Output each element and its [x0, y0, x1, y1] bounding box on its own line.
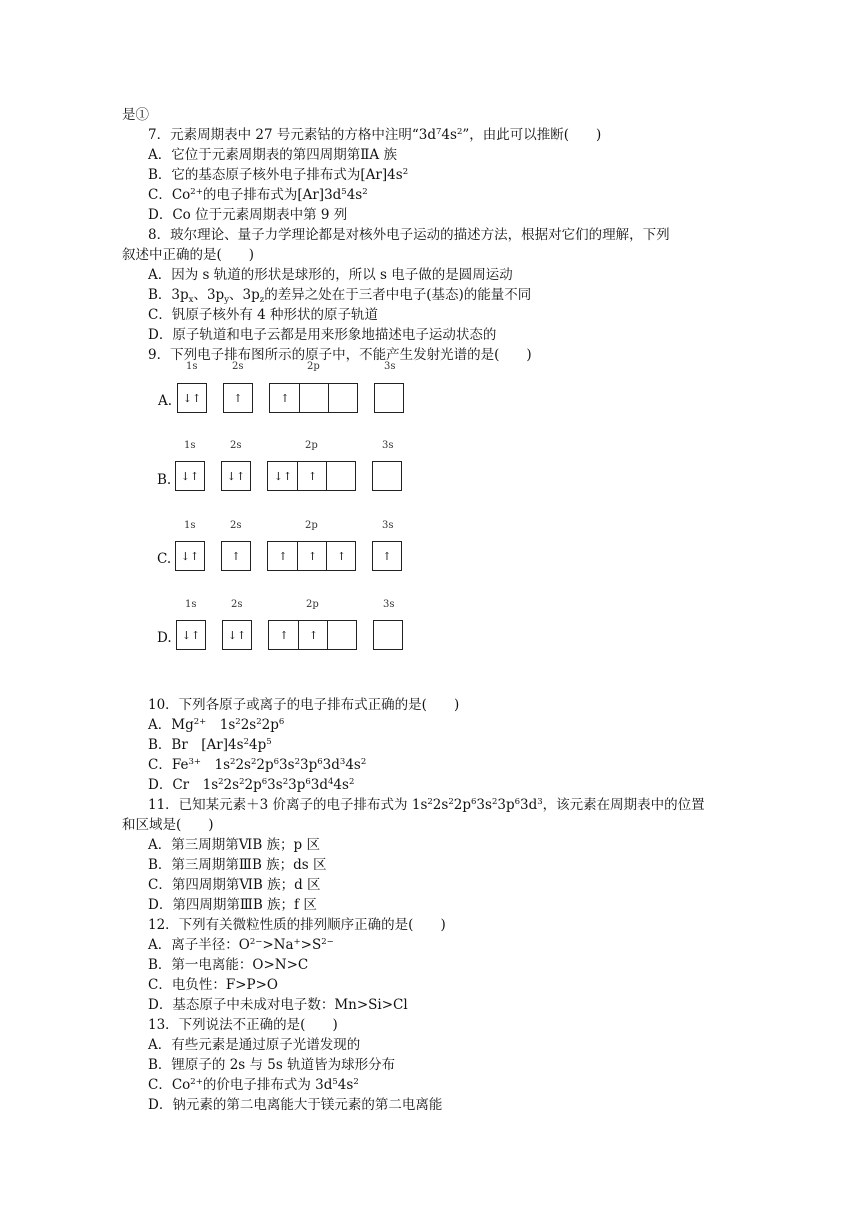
q7-stem: 7．元素周期表中 27 号元素钴的方格中注明“$3d^74s^2$”，由此可以推断( ): [148, 127, 602, 143]
electron-pair: ↓↑: [182, 391, 202, 405]
q13-option-c: C．$Co^{2+}$的价电子排布式为 $3d^54s^2$: [148, 1077, 359, 1093]
orbital-2s: [223, 383, 253, 413]
orbital-1s: ↓↑: [175, 461, 205, 491]
label-2p: 2p: [305, 520, 318, 531]
p-orbital-1: ↑: [280, 391, 290, 405]
orbital-1s: ↓↑: [176, 620, 206, 650]
q12-option-b: B．第一电离能：O>N>C: [148, 957, 309, 973]
q12-option-d: D．基态原子中未成对电子数：Mn>Si>Cl: [148, 997, 408, 1013]
label-3s: 3s: [382, 520, 394, 531]
option-d-letter: D.: [157, 630, 172, 646]
q11-option-d: D．第四周期第ⅢB 族；f 区: [148, 897, 317, 913]
q11-stem-line2: 和区域是( ): [122, 817, 214, 833]
label-3s: 3s: [382, 440, 394, 451]
q8-option-a: A．因为 s 轨道的形状是球形的，所以 s 电子做的是圆周运动: [148, 267, 513, 283]
q11-option-c: C．第四周期第ⅥB 族；d 区: [148, 877, 321, 893]
q10-option-d: D．Cr $1s^22s^22p^63s^23p^63d^44s^2$: [148, 777, 355, 793]
p-orbital-3: [328, 384, 358, 412]
q7-option-b: B．它的基态原子核外电子排布式为$[Ar]4s^2$: [148, 167, 409, 183]
q8-option-c: C．钒原子核外有 4 种形状的原子轨道: [148, 307, 379, 323]
electron: ↑: [233, 391, 243, 405]
label-3s: 3s: [383, 599, 395, 610]
orbital-2p: ↓↑ ↑: [267, 461, 356, 491]
q13-stem: 13．下列说法不正确的是( ): [148, 1017, 338, 1033]
q7-option-c: C．$Co^{2+}$的电子排布式为$[Ar]3d^54s^2$: [148, 187, 368, 203]
orbital-2p: ↑ ↑ ↑: [267, 541, 356, 571]
q11-option-a: A．第三周期第ⅥB 族；p 区: [148, 837, 320, 853]
label-1s: 1s: [184, 440, 196, 451]
orbital-2s: ↓↑: [222, 620, 252, 650]
label-2s: 2s: [231, 599, 243, 610]
q8-option-d: D．原子轨道和电子云都是用来形象地描述电子运动状态的: [148, 327, 497, 343]
orbital-2s: ↑: [221, 541, 251, 571]
label-1s: 1s: [185, 599, 197, 610]
q9-stem: 9．下列电子排布图所示的原子中，不能产生发射光谱的是( ): [148, 347, 532, 363]
orbital-2p: ↑ ↑: [268, 620, 357, 650]
orbital-3s: ↑: [372, 541, 402, 571]
option-c-letter: C.: [157, 551, 172, 567]
orbital-2p: [269, 383, 358, 413]
q12-stem: 12．下列有关微粒性质的排列顺序正确的是( ): [148, 917, 446, 933]
q10-stem: 10．下列各原子或离子的电子排布式正确的是( ): [148, 697, 460, 713]
q12-option-a: A．离子半径：$O^{2-}>Na^+>S^{2-}$: [148, 937, 334, 953]
label-2s: 2s: [230, 440, 242, 451]
q12-option-c: C．电负性：F>P>O: [148, 977, 278, 993]
q10-option-b: B．Br $[Ar]4s^24p^5$: [148, 737, 272, 753]
label-2s: 2s: [232, 361, 244, 372]
label-2p: 2p: [306, 599, 319, 610]
orbital-2s: ↓↑: [221, 461, 251, 491]
q10-option-c: C．$Fe^{3+}$ $1s^22s^22p^63s^23p^63d^34s^2$: [148, 757, 367, 773]
label-1s: 1s: [184, 520, 196, 531]
label-2p: 2p: [307, 361, 320, 372]
label-3s: 3s: [384, 361, 396, 372]
q8-stem-line2: 叙述中正确的是( ): [122, 247, 255, 263]
q13-option-a: A．有些元素是通过原子光谱发现的: [148, 1037, 361, 1053]
q10-option-a: A．$Mg^{2+}$ $1s^22s^22p^6$: [148, 717, 285, 733]
label-2p: 2p: [305, 440, 318, 451]
q7-option-d: D．Co 位于元素周期表中第 9 列: [148, 207, 348, 223]
q11-stem-line1: 11．已知某元素＋3 价离子的电子排布式为 $1s^22s^22p^63s^23p^63d^3$，该元素在周期表中的位置: [148, 797, 705, 813]
orbital-1s: [177, 383, 207, 413]
orbital-1s: ↓↑: [175, 541, 205, 571]
intro-fragment: 是①: [122, 107, 149, 123]
q11-option-b: B．第三周期第ⅢB 族；ds 区: [148, 857, 327, 873]
option-a-letter: A.: [158, 393, 173, 409]
q8-option-b: B．$3p_x$、$3p_y$、$3p_z$的差异之处在于三者中电子(基态)的能量不同: [148, 287, 532, 305]
orbital-3s: [373, 620, 403, 650]
orbital-3s: [374, 383, 404, 413]
q8-stem-line1: 8．玻尔理论、量子力学理论都是对核外电子运动的描述方法，根据对它们的理解，下列: [148, 227, 670, 243]
p-orbital-2: [299, 384, 329, 412]
q13-option-d: D．钠元素的第二电离能大于镁元素的第二电离能: [148, 1097, 443, 1113]
label-2s: 2s: [230, 520, 242, 531]
option-b-letter: B.: [157, 472, 172, 488]
label-1s: 1s: [186, 361, 198, 372]
orbital-3s: [372, 461, 402, 491]
q7-option-a: A．它位于元素周期表的第四周期第ⅡA 族: [148, 147, 397, 163]
q13-option-b: B．锂原子的 2s 与 5s 轨道皆为球形分布: [148, 1057, 396, 1073]
